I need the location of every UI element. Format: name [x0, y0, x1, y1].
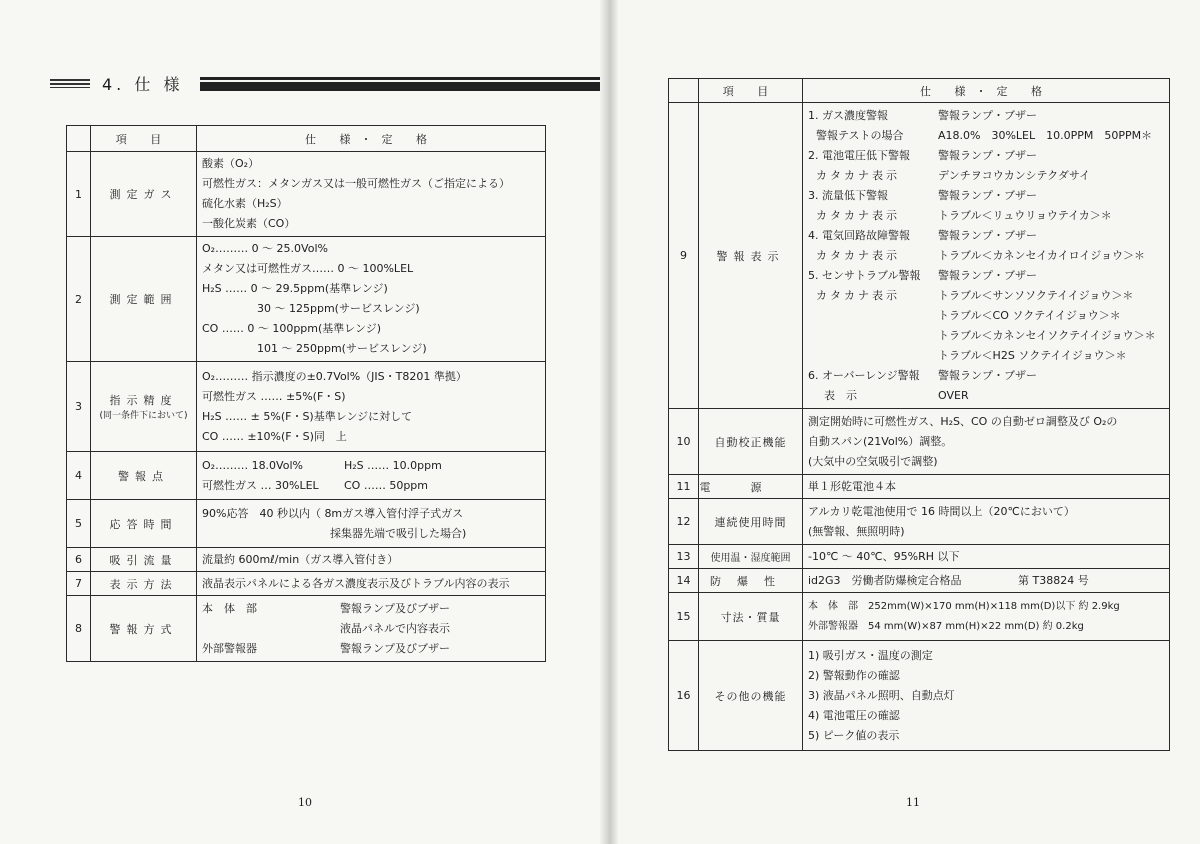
- spec-line: 可燃性ガス：メタンガス又は一般可燃性ガス（ご指定による）: [202, 177, 510, 190]
- spec-line: 警報ランプ・ブザー: [938, 188, 1037, 202]
- table-row: [67, 548, 546, 572]
- row-number: 16: [669, 641, 699, 751]
- spec-line: O₂……… 指示濃度の±0.7Vol%（JIS・T8201 準拠）: [202, 369, 467, 383]
- row-item: 表示方法: [91, 572, 197, 596]
- spec-table-right: [668, 78, 1170, 751]
- row-number: 5: [67, 500, 91, 548]
- row-spec: [197, 362, 546, 452]
- spec-line: 単１形乾電池４本: [808, 479, 896, 493]
- spec-line: 4. 電気回路故障警報: [808, 228, 910, 242]
- spec-line: 5. センサトラブル警報: [808, 268, 921, 282]
- row-number: 12: [669, 499, 699, 545]
- row-spec: [197, 500, 546, 548]
- row-item-note: (同一条件下において): [99, 411, 188, 421]
- row-item: 寸法・質量: [699, 593, 803, 641]
- book-gutter: [600, 0, 618, 844]
- spec-line: メタン又は可燃性ガス…… 0 ～ 100%LEL: [202, 262, 414, 275]
- row-item: 連続使用時間: [699, 499, 803, 545]
- row-spec: [197, 596, 546, 662]
- spec-line: 本 体 部 252mm(W)×170 mm(H)×118 mm(D)以下 約 2.9kg: [808, 600, 1120, 612]
- table-row: [669, 499, 1170, 545]
- row-number: 10: [669, 409, 699, 475]
- header-item: 項 目: [91, 126, 197, 152]
- row-item: 警報表示: [699, 103, 803, 409]
- spec-line: 警報ランプ・ブザー: [938, 368, 1037, 382]
- page-number: 10: [298, 796, 312, 809]
- header-spec: 仕 様・定 格: [197, 126, 546, 152]
- table-row: [669, 103, 1170, 409]
- spec-table-left: [66, 125, 546, 662]
- row-item: 応答時間: [91, 500, 197, 548]
- table-header: [669, 79, 1170, 103]
- spec-line: -10℃ ～ 40℃、95%RH 以下: [808, 549, 960, 563]
- spec-line: id2G3 労働者防爆検定合格品: [808, 573, 962, 587]
- table-row: [67, 152, 546, 237]
- row-item: [91, 362, 197, 452]
- table-row: [67, 500, 546, 548]
- row-item: 警報方式: [91, 596, 197, 662]
- spec-line: 1. ガス濃度警報: [808, 108, 888, 122]
- row-item: 測定ガス: [91, 152, 197, 237]
- spec-line: 本 体 部: [202, 601, 257, 615]
- row-spec: [803, 641, 1170, 751]
- row-number: 2: [67, 237, 91, 362]
- spec-line: 第 T38824 号: [1018, 573, 1089, 587]
- spec-line: 採集器先端で吸引した場合): [330, 526, 467, 540]
- row-item: 警報点: [91, 452, 197, 500]
- spec-line: カタカナ表示: [816, 248, 900, 262]
- spec-line: 測定開始時に可燃性ガス、H₂S、CO の自動ゼロ調整及び O₂の: [808, 414, 1118, 428]
- spec-line: カタカナ表示: [816, 168, 900, 182]
- spec-line: 101 ～ 250ppm(サービスレンジ): [257, 342, 427, 355]
- row-number: 8: [67, 596, 91, 662]
- row-item: 吸引流量: [91, 548, 197, 572]
- spec-line: O₂……… 18.0Vol%: [202, 458, 303, 472]
- row-spec: [803, 569, 1170, 593]
- spec-line: 酸素（O₂）: [202, 157, 260, 170]
- row-item-label: 指示精度: [109, 394, 178, 407]
- table-row: [67, 596, 546, 662]
- spec-line: トラブル＜リュウリョウテイカ＞＊: [938, 208, 1112, 222]
- row-number: 15: [669, 593, 699, 641]
- spec-line: CO …… 0 ～ 100ppm(基準レンジ): [202, 322, 382, 335]
- row-item: 測定範囲: [91, 237, 197, 362]
- spec-line: 自動スパン(21Vol%）調整。: [808, 434, 953, 448]
- spec-line: (大気中の空気吸引で調整): [808, 454, 938, 468]
- spec-line: 警報テストの場合: [816, 128, 904, 142]
- spec-line: アルカリ乾電池使用で 16 時間以上（20℃において）: [808, 504, 1075, 518]
- row-spec: [803, 499, 1170, 545]
- spec-line: トラブル＜H2S ソクテイイジョウ＞＊: [938, 348, 1127, 362]
- spec-line: CO …… ±10%(F・S)同 上: [202, 429, 347, 443]
- row-number: 14: [669, 569, 699, 593]
- spec-line: 2) 警報動作の確認: [808, 668, 900, 682]
- table-row: [669, 409, 1170, 475]
- spec-line: H₂S …… 10.0ppm: [344, 458, 442, 472]
- spec-line: 2. 電池電圧低下警報: [808, 148, 910, 162]
- table-row: [669, 593, 1170, 641]
- spec-line: トラブル＜サンソソクテイイジョウ＞＊: [938, 288, 1134, 302]
- spec-line: H₂S …… 0 ～ 29.5ppm(基準レンジ): [202, 282, 388, 295]
- section-title: 4. 仕 様: [102, 75, 184, 94]
- heading-rule-left: [50, 79, 90, 88]
- spec-line: カタカナ表示: [816, 288, 900, 302]
- row-number: 3: [67, 362, 91, 452]
- spec-line: 警報ランプ及びブザー: [340, 601, 450, 615]
- row-number: 6: [67, 548, 91, 572]
- row-item: その他の機能: [699, 641, 803, 751]
- row-spec: [197, 572, 546, 596]
- section-heading: [50, 72, 560, 96]
- spec-line: 流量約 600mℓ/min（ガス導入管付き）: [202, 552, 399, 566]
- spec-line: 可燃性ガス … 30%LEL: [202, 478, 319, 492]
- spec-line: 外部警報器: [202, 641, 257, 655]
- row-spec: [803, 103, 1170, 409]
- spec-line: トラブル＜CO ソクテイイジョウ＞＊: [938, 308, 1121, 322]
- spec-line: 可燃性ガス …… ±5%(F・S): [202, 389, 346, 403]
- spec-line: 4) 電池電圧の確認: [808, 708, 900, 722]
- spec-line: 硫化水素（H₂S）: [202, 197, 288, 210]
- spec-line: 警報ランプ・ブザー: [938, 268, 1037, 282]
- spec-line: 1) 吸引ガス・温度の測定: [808, 648, 933, 662]
- spec-line: 液晶パネルで内容表示: [340, 621, 450, 635]
- row-spec: [803, 475, 1170, 499]
- table-header: [67, 126, 546, 152]
- row-number: 9: [669, 103, 699, 409]
- row-number: 13: [669, 545, 699, 569]
- spec-line: 外部警報器 54 mm(W)×87 mm(H)×22 mm(D) 約 0.2kg: [808, 620, 1084, 632]
- table-row: [67, 237, 546, 362]
- row-item: 自動校正機能: [699, 409, 803, 475]
- row-spec: [197, 152, 546, 237]
- spec-line: 5) ピーク値の表示: [808, 728, 900, 742]
- header-item: 項 目: [699, 79, 803, 103]
- spec-line: トラブル＜カネンセイカイロイジョウ＞＊: [938, 248, 1146, 262]
- spec-line: 警報ランプ・ブザー: [938, 228, 1037, 242]
- table-row: [669, 475, 1170, 499]
- row-number: 11: [669, 475, 699, 499]
- spec-line: 液晶表示パネルによる各ガス濃度表示及びトラブル内容の表示: [202, 576, 510, 590]
- spec-line: 3. 流量低下警報: [808, 188, 888, 202]
- spec-line: O₂……… 0 ～ 25.0Vol%: [202, 242, 328, 255]
- row-item: 使用温・湿度範囲: [699, 545, 803, 569]
- row-number: 4: [67, 452, 91, 500]
- table-row: [67, 572, 546, 596]
- row-spec: [197, 237, 546, 362]
- spec-line: トラブル＜カネンセイソクテイイジョウ＞＊: [938, 328, 1156, 342]
- spec-line: 6. オーバーレンジ警報: [808, 368, 920, 382]
- spec-line: デンチヲコウカンシテクダサイ: [938, 168, 1091, 182]
- spec-line: 一酸化炭素（CO）: [202, 217, 296, 230]
- table-row: [669, 545, 1170, 569]
- spec-line: 30 ～ 125ppm(サービスレンジ): [257, 302, 420, 315]
- spec-line: OVER: [938, 388, 969, 402]
- table-row: [669, 569, 1170, 593]
- row-item: 防爆性: [699, 569, 803, 593]
- row-spec: [803, 409, 1170, 475]
- spec-line: 警報ランプ・ブザー: [938, 148, 1037, 162]
- spec-line: 警報ランプ及びブザー: [340, 641, 450, 655]
- spec-line: 90%応答 40 秒以内（ 8mガス導入管付浮子式ガス: [202, 506, 464, 520]
- table-row: [669, 641, 1170, 751]
- right-page: [612, 0, 1200, 844]
- row-spec: [803, 545, 1170, 569]
- spec-line: カタカナ表示: [816, 208, 900, 222]
- row-number: 7: [67, 572, 91, 596]
- row-spec: [197, 548, 546, 572]
- table-row: [67, 452, 546, 500]
- page-number: 11: [906, 796, 920, 809]
- spec-line: CO …… 50ppm: [344, 478, 429, 492]
- heading-rule-right: [200, 77, 608, 91]
- table-row: [67, 362, 546, 452]
- spec-line: 警報ランプ・ブザー: [938, 108, 1037, 122]
- spec-line: A18.0% 30%LEL 10.0PPM 50PPM＊: [938, 128, 1153, 142]
- row-spec: [803, 593, 1170, 641]
- header-spec: 仕 様・定 格: [803, 79, 1170, 103]
- row-number: 1: [67, 152, 91, 237]
- row-spec: [197, 452, 546, 500]
- row-item: 電源: [699, 475, 803, 499]
- spec-line: 3) 液晶パネル照明、自動点灯: [808, 688, 955, 702]
- spec-line: (無警報、無照明時): [808, 524, 905, 538]
- spec-line: 表 示: [824, 388, 857, 402]
- spec-line: H₂S …… ± 5%(F・S)基準レンジに対して: [202, 409, 413, 423]
